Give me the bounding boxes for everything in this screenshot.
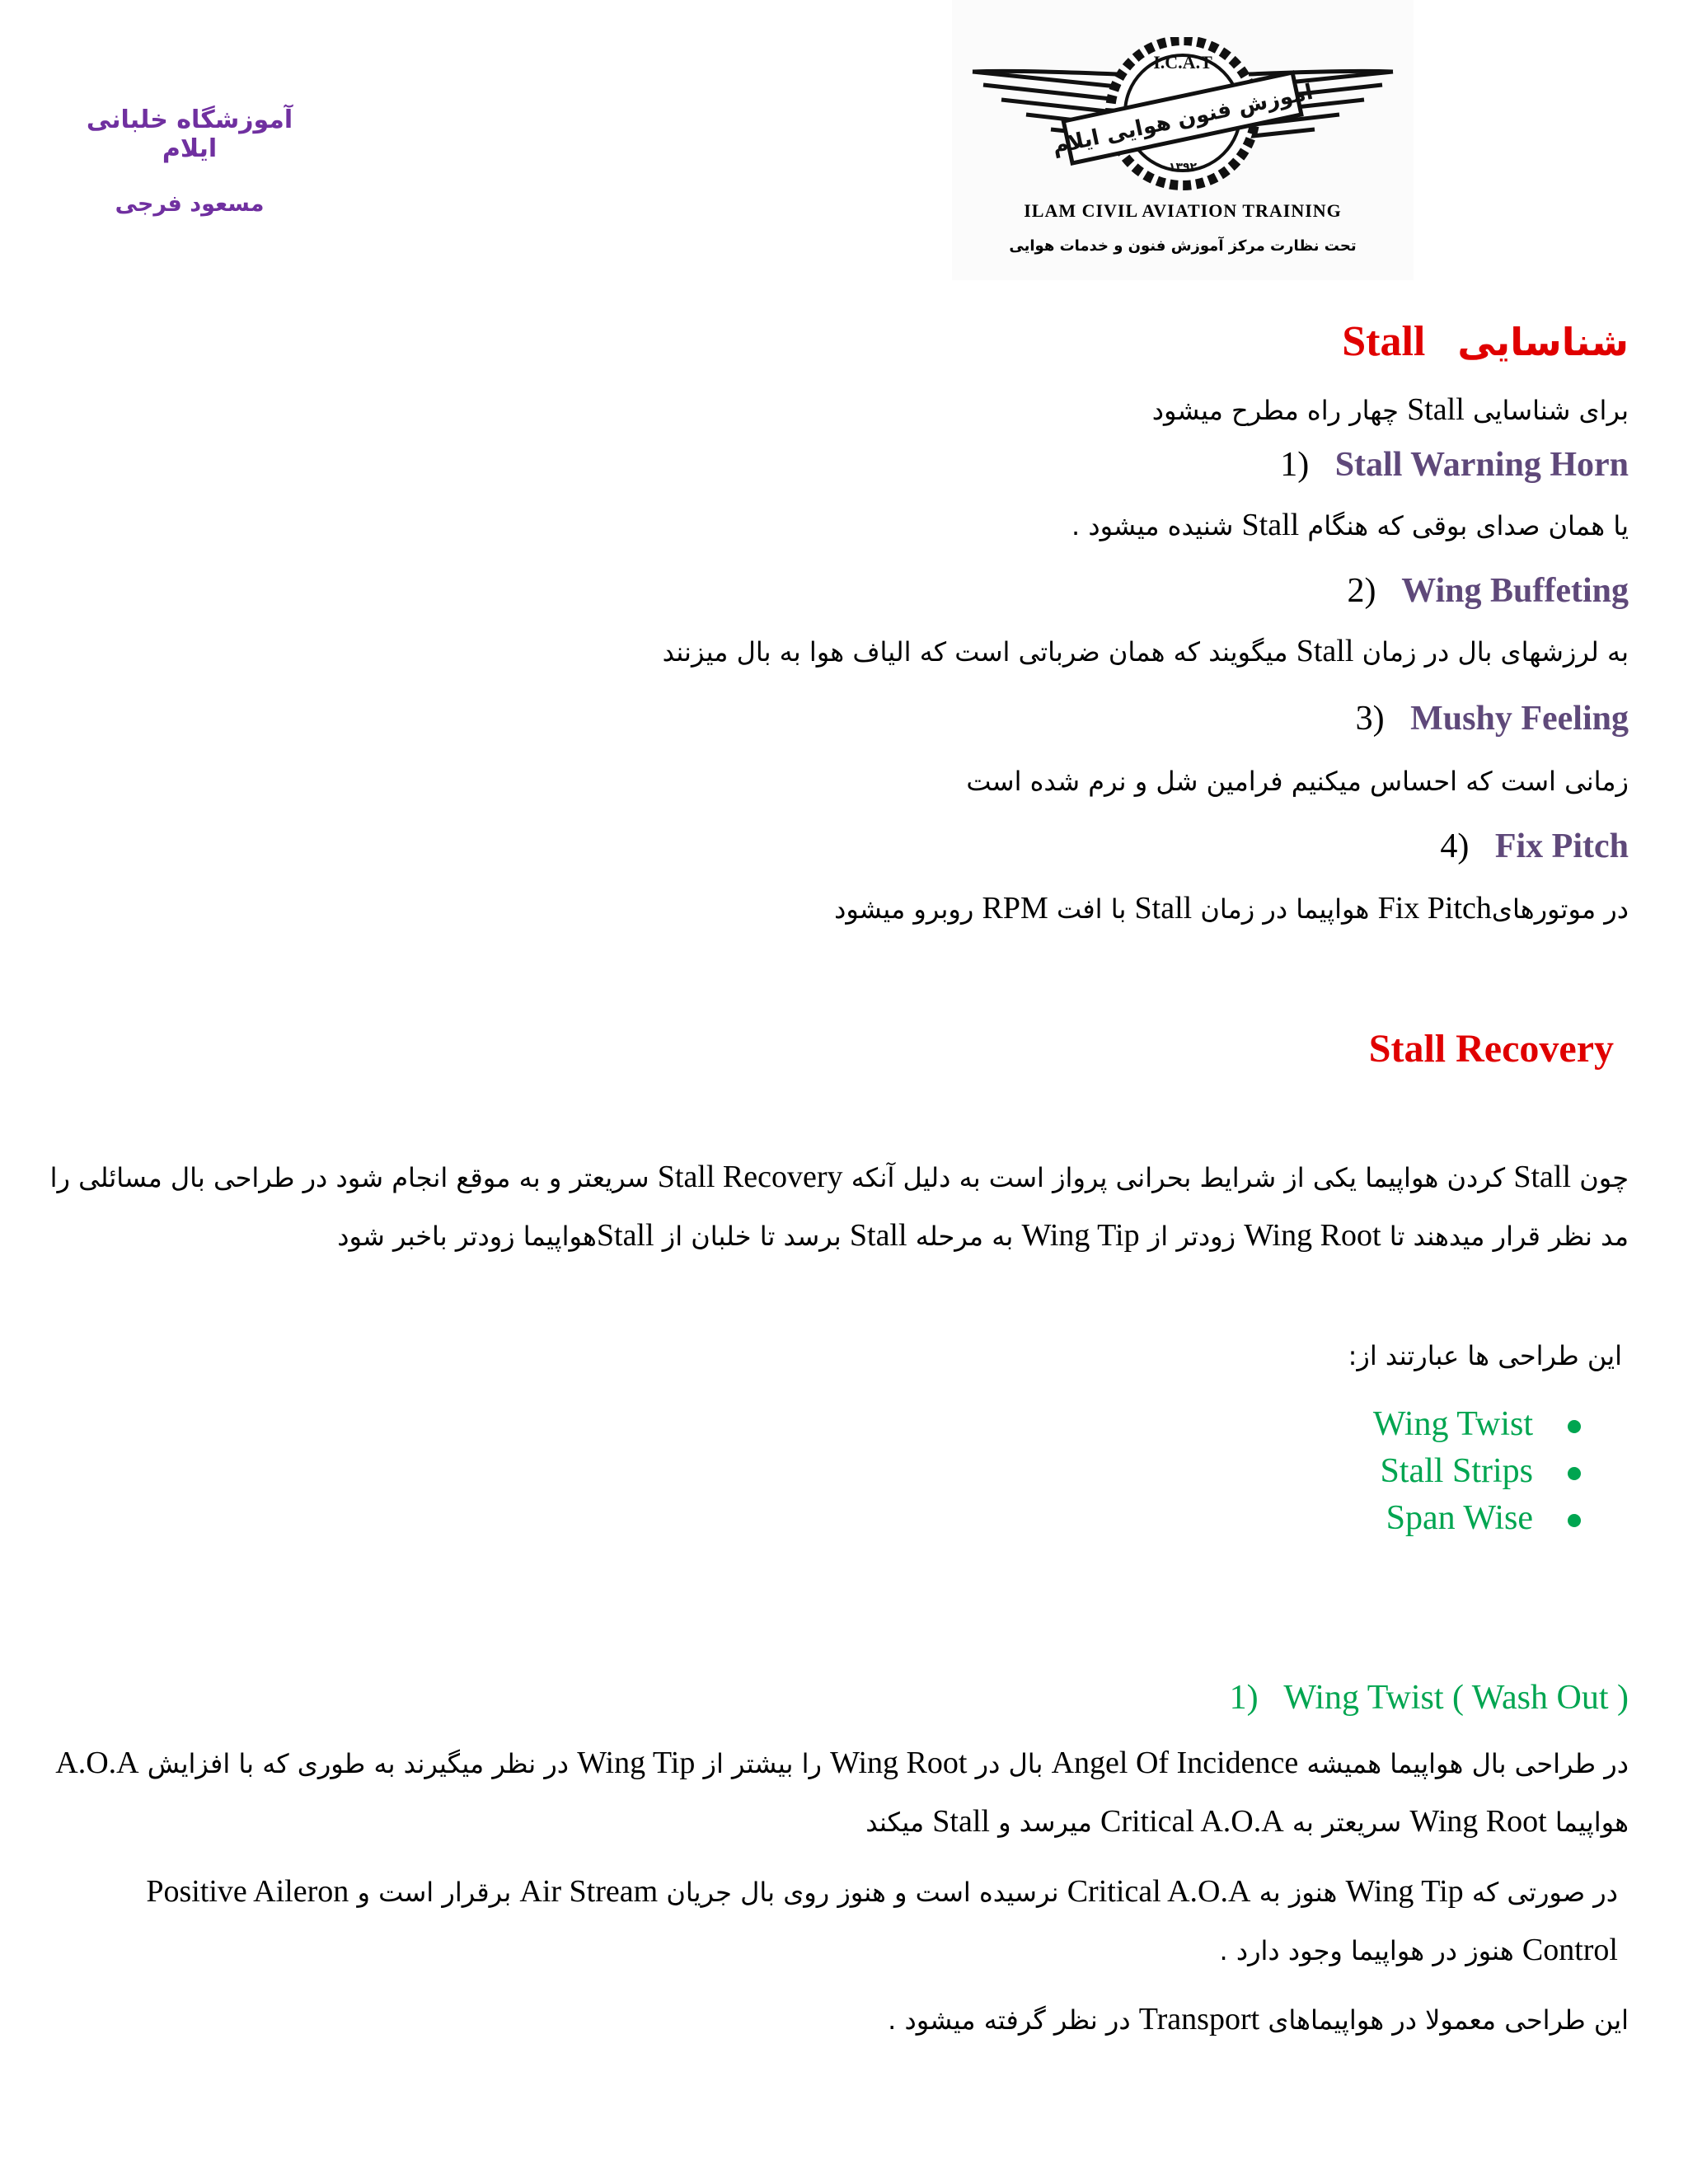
wing-twist-heading: 1) Wing Twist ( Wash Out ) (1229, 1679, 1629, 1717)
page-title: شناسایی Stall (1342, 318, 1629, 365)
wings-logo-icon (968, 37, 1397, 202)
wing-twist-paragraph-1: در طراحی بال هواپیما همیشه Angel Of Incidence بال در Wing Root را بیشتر از Wing Tip در نظر میگیرند به طوری که با افزایش A.O.A هواپیما Wing Root سریعتر به Critical A.O.A میرسد و Stall میکند (55, 1746, 1629, 1839)
author-name: مسعود فرجی (115, 191, 265, 217)
list-item: Stall Strips (1373, 1448, 1581, 1495)
list-item: Wing Twist (1373, 1401, 1581, 1448)
item-3-description: زمانی است که احساس میکنیم فرامین شل و نرم شده است (966, 766, 1629, 797)
item-1-heading: 1) Stall Warning Horn (1280, 446, 1629, 484)
designs-intro: این طراحی ها عبارتند از: (1348, 1340, 1622, 1371)
logo-subtitle: تحت نظارت مرکز آموزش فنون و خدمات هوایی (1009, 237, 1357, 255)
logo-banner-text: آموزش فنون هوایی ایلام (1050, 79, 1315, 160)
school-name: آموزشگاه خلبانی ایلام (86, 105, 293, 163)
list-item: Span Wise (1373, 1495, 1581, 1542)
logo-top-text: I.C.A.T (1153, 52, 1212, 73)
bullet-icon (1568, 1467, 1581, 1480)
item-3-heading: 3) Mushy Feeling (1355, 700, 1629, 738)
designs-list (1373, 1401, 1581, 1542)
item-2-description: به لرزشهای بال در زمان Stall میگویند که همان ضرباتی است که الیاف هوا به بال میزنند (662, 634, 1629, 668)
item-4-description: در موتورهایFix Pitch هواپیما در زمان Stall با افت RPM روبرو میشود (834, 891, 1629, 926)
logo-year: ۱۳۹۲ (1168, 161, 1198, 174)
bullet-icon (1568, 1420, 1581, 1433)
recovery-paragraph: چون Stall کردن هواپیما یکی از شرایط بحرانی پرواز است به دلیل آنکه Stall Recovery سریعتر و به موقع انجام شود در طراحی بال مسائلی را مد نظر قرار میدهند تا Wing Root زودتر از Wing Tip به مرحله Stall برسد تا خلبان از Stallهواپیما زودتر باخبر شود (49, 1160, 1629, 1253)
intro-line: برای شناسایی Stall چهار راه مطرح میشود (1151, 392, 1629, 427)
item-1-description: یا همان صدای بوقی که هنگام Stall شنیده میشود . (1071, 508, 1629, 542)
wing-twist-paragraph-3: این طراحی معمولا در هواپیماهای Transport در نظر گرفته میشود . (888, 2002, 1629, 2036)
item-2-heading: 2) Wing Buffeting (1347, 572, 1629, 610)
bullet-icon (1568, 1514, 1581, 1527)
wing-twist-paragraph-2: در صورتی که Wing Tip هنوز به Critical A.O.A نرسیده است و هنوز روی بال جریان Air Stream برقرار است و Positive Aileron Control هنوز در هواپیما وجود دارد . (146, 1874, 1618, 1967)
logo-english-name: ILAM CIVIL AVIATION TRAINING (1024, 200, 1342, 221)
section-title-stall-recovery: Stall Recovery (1368, 1027, 1614, 1071)
item-4-heading: 4) Fix Pitch (1440, 827, 1629, 865)
